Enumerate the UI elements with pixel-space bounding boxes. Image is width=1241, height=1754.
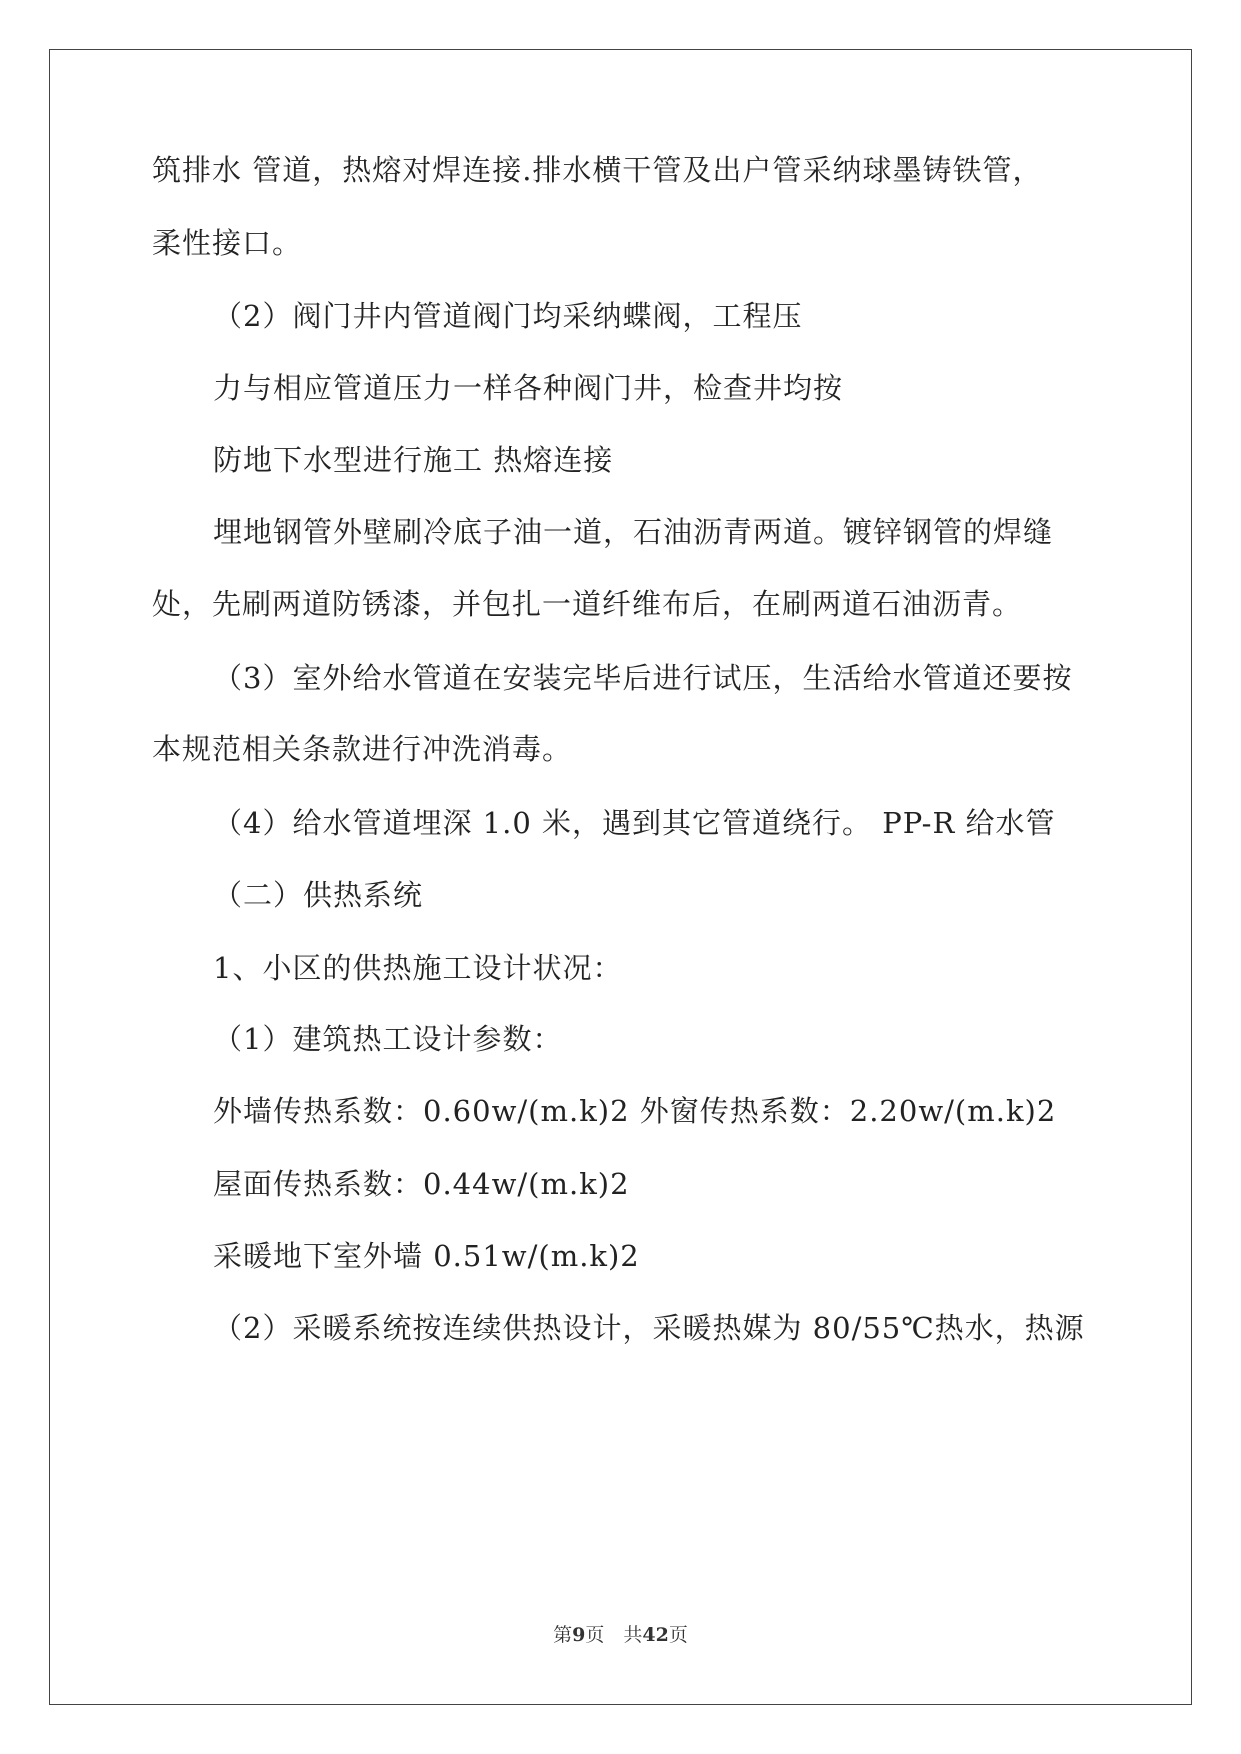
text-line-17: （2）采暖系统按连续供热设计，采暖热媒为 80/55℃热水，热源 — [213, 1311, 1085, 1345]
text-line-12: 1、小区的供热施工设计状况： — [213, 951, 623, 985]
text-line-4: 力与相应管道压力一样各种阀门井，检查井均按 — [213, 371, 844, 405]
text-line-8: （3）室外给水管道在安装完毕后进行试压，生活给水管道还要按 — [213, 661, 1073, 695]
footer-mid: 页 共 — [585, 1624, 643, 1646]
text-line-2: 柔性接口。 — [152, 226, 303, 260]
footer-prefix: 第 — [553, 1624, 573, 1646]
text-line-3: （2）阀门井内管道阀门均采纳蝶阀，工程压 — [213, 299, 803, 333]
text-line-6: 埋地钢管外壁刷冷底子油一道，石油沥青两道。镀锌钢管的焊缝 — [213, 515, 1054, 549]
text-line-7: 处，先刷两道防锈漆，并包扎一道纤维布后，在刷两道石油沥青。 — [152, 587, 1023, 621]
text-line-10: （4）给水管道埋深 1.0 米，遇到其它管道绕行。 PP-R 给水管 — [213, 806, 1056, 840]
text-line-16: 采暖地下室外墙 0.51w/(m.k)2 — [213, 1239, 640, 1273]
footer-page-number: 9 — [572, 1624, 586, 1646]
text-line-9: 本规范相关条款进行冲洗消毒。 — [152, 732, 573, 766]
text-line-5: 防地下水型进行施工 热熔连接 — [213, 443, 614, 477]
text-line-15: 屋面传热系数：0.44w/(m.k)2 — [213, 1167, 630, 1201]
page-footer — [0, 1620, 1241, 1647]
text-line-11: （二）供热系统 — [213, 878, 424, 912]
text-line-13: （1）建筑热工设计参数： — [213, 1022, 563, 1056]
text-line-14: 外墙传热系数：0.60w/(m.k)2 外窗传热系数：2.20w/(m.k)2 — [213, 1094, 1057, 1128]
text-line-1: 筑排水 管道，热熔对焊连接.排水横干管及出户管采纳球墨铸铁管， — [152, 153, 1043, 187]
footer-suffix: 页 — [668, 1624, 688, 1646]
footer-total-pages: 42 — [642, 1624, 669, 1646]
